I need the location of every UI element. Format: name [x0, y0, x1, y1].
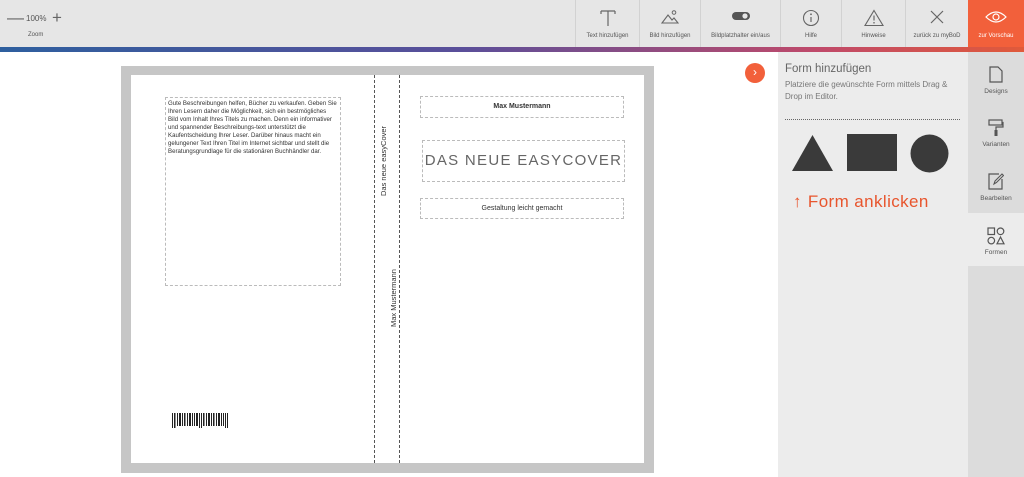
arrow-up-icon: ↑: [793, 192, 802, 211]
sidebar-item-formen[interactable]: [968, 213, 1024, 266]
preview-label: zur Vorschau: [978, 33, 1014, 39]
front-subtitle-box[interactable]: Gestaltung leicht gemacht: [420, 198, 624, 219]
toggle-icon: [731, 9, 751, 23]
back-cover-text: Gute Beschreibungen helfen, Bücher zu verkaufen. Geben Sie Ihren Lesern daher die Möglichkeit, sich ein bestmögliches Bild vom Inhalt Ihres Titels zu machen. Denn ein informativer und spannender Beschreibungs-text unterstützt die Kaufentscheidung Ihrer Leser. Darüber hinaus macht ein gelungener Text Ihren Titel im Internet sichtbar und stellt die Beratungsgrundlage für die stationären Buchhändler dar.: [168, 100, 337, 155]
back-to-mybod-button[interactable]: [905, 0, 968, 47]
click-shape-hint: [793, 192, 929, 212]
zoom-out-button[interactable]: —: [7, 8, 24, 27]
panel-description: Platziere die gewünschte Form mittels Drag & Drop im Editor.: [785, 80, 948, 101]
add-text-button[interactable]: [575, 0, 639, 47]
sidebar-item-label: Varianten: [982, 141, 1010, 148]
sidebar-item-label: Designs: [984, 88, 1008, 95]
front-title-box[interactable]: DAS NEUE EASYCOVER: [422, 140, 625, 182]
circle-shape[interactable]: [910, 134, 949, 173]
image-placeholder-toggle[interactable]: [700, 0, 780, 47]
notices-label: Hinweise: [861, 33, 886, 39]
rectangle-shape[interactable]: [847, 134, 897, 171]
front-author-box[interactable]: Max Mustermann: [420, 96, 624, 118]
image-icon: [661, 9, 679, 25]
spine-guide-right: [399, 75, 400, 463]
right-sidebar: [968, 52, 1024, 477]
cover-page[interactable]: [131, 75, 644, 463]
zoom-in-button[interactable]: +: [52, 8, 62, 27]
add-image-button[interactable]: [639, 0, 700, 47]
sidebar-item-label: Formen: [984, 249, 1008, 256]
help-label: Hilfe: [804, 33, 817, 39]
add-text-label: Text hinzufügen: [586, 33, 629, 39]
text-icon: [600, 9, 616, 27]
eye-icon: [985, 10, 1007, 24]
paint-roller-icon: [988, 119, 1004, 137]
zoom-label: Zoom: [28, 32, 44, 38]
zoom-value: 100%: [26, 14, 47, 23]
preview-button[interactable]: [968, 0, 1024, 47]
sidebar-item-label: Bearbeiten: [980, 195, 1012, 202]
shapes-icon: [987, 227, 1005, 245]
sidebar-item-varianten[interactable]: [968, 105, 1024, 158]
editor-canvas[interactable]: [0, 52, 778, 477]
cover-bleed-frame: [121, 66, 654, 473]
toolbar: [0, 0, 1024, 47]
spine-title[interactable]: Das neue easyCover: [379, 125, 388, 196]
info-icon: [802, 9, 820, 27]
hint-text: Form anklicken: [807, 192, 929, 211]
help-button[interactable]: [780, 0, 841, 47]
notices-button[interactable]: [841, 0, 905, 47]
shape-panel: [753, 52, 968, 477]
shape-list: [791, 134, 961, 174]
triangle-shape[interactable]: [791, 134, 834, 172]
add-image-label: Bild hinzufügen: [649, 33, 691, 39]
sidebar-item-designs[interactable]: [968, 52, 1024, 105]
collapse-panel-button[interactable]: ›: [745, 63, 765, 83]
spine-guide-left: [374, 75, 375, 463]
sidebar-item-bearbeiten[interactable]: [968, 159, 1024, 212]
barcode[interactable]: [172, 413, 232, 430]
warning-icon: [864, 9, 884, 27]
close-icon: [929, 9, 945, 25]
panel-title: Form hinzufügen: [785, 63, 872, 75]
zoom-control: [4, 6, 70, 42]
edit-icon: [988, 173, 1004, 190]
document-icon: [989, 66, 1003, 83]
back-cover-text-box[interactable]: [165, 97, 341, 286]
panel-divider: [785, 119, 960, 120]
back-to-mybod-label: zurück zu myBoD: [913, 33, 961, 39]
image-placeholder-label: Bildplatzhalter ein/aus: [711, 33, 770, 39]
spine-author[interactable]: Max Mustermann: [389, 269, 398, 327]
